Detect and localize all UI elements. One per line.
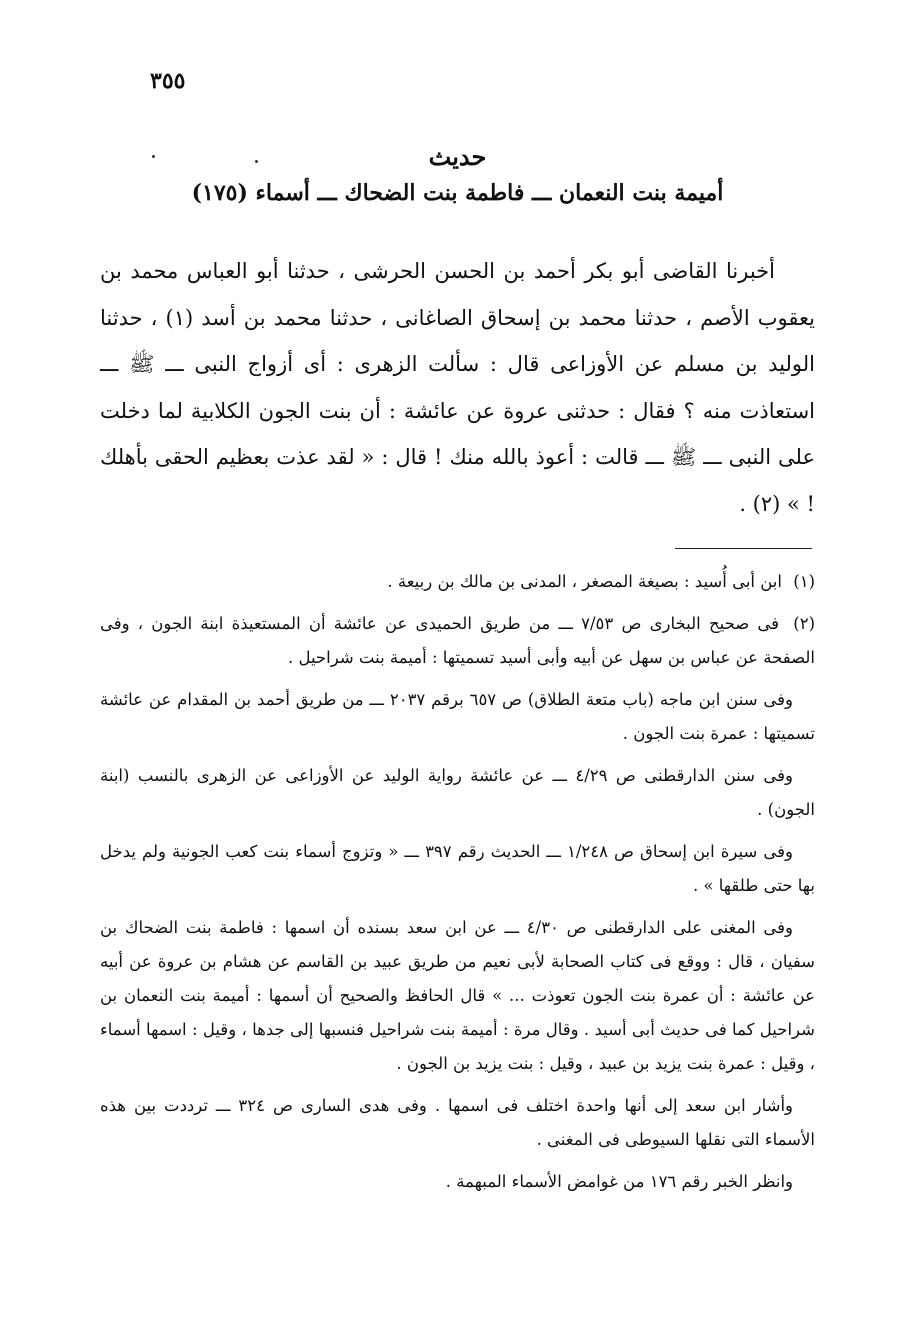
scan-speck	[152, 155, 155, 158]
footnote-divider	[675, 548, 812, 549]
scan-speck	[255, 160, 258, 163]
footnote-2	[100, 607, 815, 675]
main-paragraph: أخبرنا القاضى أبو بكر أحمد بن الحسن الحرشى ، حدثنا أبو العباس محمد بن يعقوب الأصم ، حدثنا محمد بن إسحاق الصاغانى ، حدثنا محمد بن أسد (١) ، حدثنا الوليد بن مسلم عن الأوزاعى قال : سألت الزهرى : أى أزواج النبى ـــ ﷺ ـــ استعاذت منه ؟ فقال : حدثنى عروة عن عائشة : أن بنت الجون الكلابية لما دخلت على النبى ـــ ﷺ ـــ قالت : أعوذ بالله منك ! قال : « لقد عذت بعظيم الحقى بأهلك ! » (٢) .	[100, 259, 815, 516]
footnote-paragraph: وأشار ابن سعد إلى أنها واحدة اختلف فى اسمها . وفى هدى السارى ص ٣٢٤ ـــ ترددت بين هذه الأسماء التى نقلها السيوطى فى المغنى .	[100, 1096, 815, 1149]
footnote-paragraph: وفى المغنى على الدارقطنى ص ٤/٣٠ ـــ عن ابن سعد بسنده أن اسمها : فاطمة بنت الضحاك بن سفيان ، قال : ووقع فى كتاب الصحابة لأبى نعيم من طريق عبيد بن القاسم عن هشام بن عروة عن أبيه عن عائشة : أن عمرة بنت الجون تعوذت ... » قال الحافظ والصحيح أن أسمها : أميمة بنت النعمان بن شراحيل كما فى حديث أبى أسيد . وقال مرة : أميمة بنت شراحيل فنسبها إلى جدها ، وقيل : اسمها أسماء ، وقيل : عمرة بنت يزيد بن عبيد ، وقيل : بنت يزيد بن الجون .	[100, 918, 815, 1073]
footnote-label: (٢)	[793, 614, 816, 633]
footnote-text: ابن أبى أُسيد : بصيغة المصغر ، المدنى بن مالك بن ربيعة .	[387, 572, 782, 591]
footnote-paragraph: وانظر الخبر رقم ١٧٦ من غوامض الأسماء المبهمة .	[445, 1172, 793, 1191]
main-text	[100, 248, 815, 527]
footnote-1	[100, 565, 815, 599]
footnotes	[100, 565, 815, 1207]
page-heading: حديث	[428, 142, 487, 171]
footnote-paragraph: وفى سيرة ابن إسحاق ص ١/٢٤٨ ـــ الحديث رقم ٣٩٧ ـــ « وتزوج أسماء بنت كعب الجونية ولم يدخل بها حتى طلقها » .	[100, 842, 815, 895]
footnote-paragraph: وفى سنن ابن ماجه (باب متعة الطلاق) ص ٦٥٧ برقم ٢٠٣٧ ـــ من طريق أحمد بن المقدام عن عائشة تسميتها : عمرة بنت الجون .	[100, 690, 815, 743]
footnote-label: (١)	[793, 572, 815, 591]
footnote-text: فى صحيح البخارى ص ٧/٥٣ ـــ من طريق الحميدى عن عائشة أن المستعيذة ابنة الجون ، وفى الصفحة عن عباس بن سهل عن أبيه وأبى أسيد تسميتها : أميمة بنت شراحيل .	[100, 614, 815, 667]
hadith-title: (١٧٥) أميمة بنت النعمان ـــ فاطمة بنت الضحاك ـــ أسماء	[191, 180, 724, 206]
page-number: ٣٥٥	[150, 68, 186, 94]
footnote-paragraph: وفى سنن الدارقطنى ص ٤/٢٩ ـــ عن عائشة رواية الوليد عن الأوزاعى عن الزهرى بالنسب (ابنة الجون) .	[100, 766, 815, 819]
